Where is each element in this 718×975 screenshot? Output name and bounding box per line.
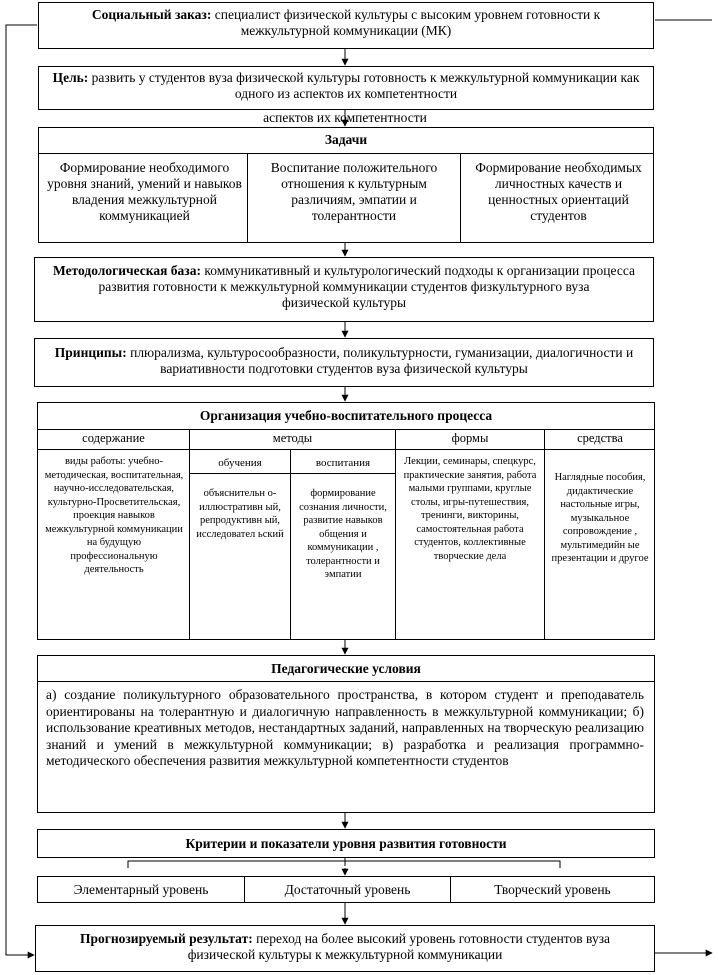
result-label: Прогнозируемый результат: [79,931,253,946]
level-elementary: Элементарный уровень [73,882,209,897]
social-order-box [38,2,654,49]
content-text: виды работы: учебно-методическая, воспитательная, научно-исследовательская, культурно-Просветительская, проекция навыков межкультурной коммуникации на будущую профессиональную деятельность [44,456,184,575]
principles-box [34,338,654,387]
col-header-methods: методы [272,431,313,445]
col-header-content: содержание [82,431,145,445]
levels-box [37,876,655,903]
level-sufficient: Достаточный уровень [284,882,411,897]
method-base-overflow: физической культуры [281,295,407,310]
criteria-title: Критерии и показатели уровня развития готовности [185,836,507,851]
conditions-text: а) создание поликультурного образовательного пространства, в котором студент и преподаватель ориентированы на толерантную и диалогичную направленность в межкультурной коммуникации; б) использование креативных методов, нестандартных заданий, направленных на творческую реализацию знаний и умений в межкультурной коммуникации; в) разработка и реализация программно-методического обеспечения развития межкультурной компетентности студентов [46,687,644,768]
principles-text: плюрализма, культуросообразности, поликультурности, гуманизации, диалогичности и вариативности подготовки студентов вуза физической культуры [130,345,634,376]
organization-box [37,402,655,640]
task-item-2: Воспитание положительного отношения к культурным различиям, эмпатии и толерантности [270,160,438,223]
col-header-means: средства [577,431,623,445]
methods-training-header: обучения [218,457,262,469]
methods-training-text: объяснительн о-иллюстративн ый, репродуктивн ый, исследовател ьский [196,488,284,540]
method-base-label: Методологическая база: [53,263,201,278]
goal-text: развить у студентов вуза физической культуры готовность к межкультурной коммуникации как одного из аспектов их компетентности [91,70,640,101]
method-base-box [34,257,654,322]
result-box [35,925,655,972]
col-header-forms: формы [451,431,489,445]
methods-upbringing-header: воспитания [315,457,371,469]
task-item-1: Формирование необходимого уровня знаний, умений и навыков владения межкультурной коммуникацией [47,160,242,223]
social-order-text: специалист физической культуры с высоким уровнем готовности к межкультурной коммуникации (МК) [214,7,601,38]
methods-upbringing-text: формирование сознания личности, развитие навыков общения и коммуникации , толерантности и эмпатии [299,488,387,580]
social-order-label: Социальный заказ: [91,7,212,22]
goal-label: Цель: [52,70,89,85]
means-text: Наглядные пособия, дидактические настольные игры, музыкальное сопровождение , мультимедийн ые презентации и другое [551,472,649,564]
level-creative: Творческий уровень [494,882,611,897]
tasks-box [38,127,654,243]
task-item-3: Формирование необходимых личностных качеств и ценностных ориентаций студентов [475,160,642,223]
goal-box [38,66,654,110]
goal-overflow-text: аспектов их компетентности [263,110,427,125]
principles-label: Принципы: [54,345,127,360]
method-base-text: коммуникативный и культурологический подходы к организации процесса развития готовности к межкультурной коммуникации студентов физкультурного вуза [98,263,635,294]
criteria-box [37,829,655,858]
tasks-title: Задачи [324,132,368,147]
result-text: переход на более высокий уровень готовности студентов вуза физической культуры к межкультурной коммуникации [187,931,611,962]
forms-text: Лекции, семинары, спецкурс, практические занятия, работа малыми группами, круглые столы, игры-путешествия, тренинги, викторины, самостоятельная работа студентов, коллективные творческие дела [403,456,537,562]
conditions-box [37,655,655,813]
organization-title: Организация учебно-воспитательного процесса [199,408,493,423]
conditions-title: Педагогические условия [271,661,421,676]
